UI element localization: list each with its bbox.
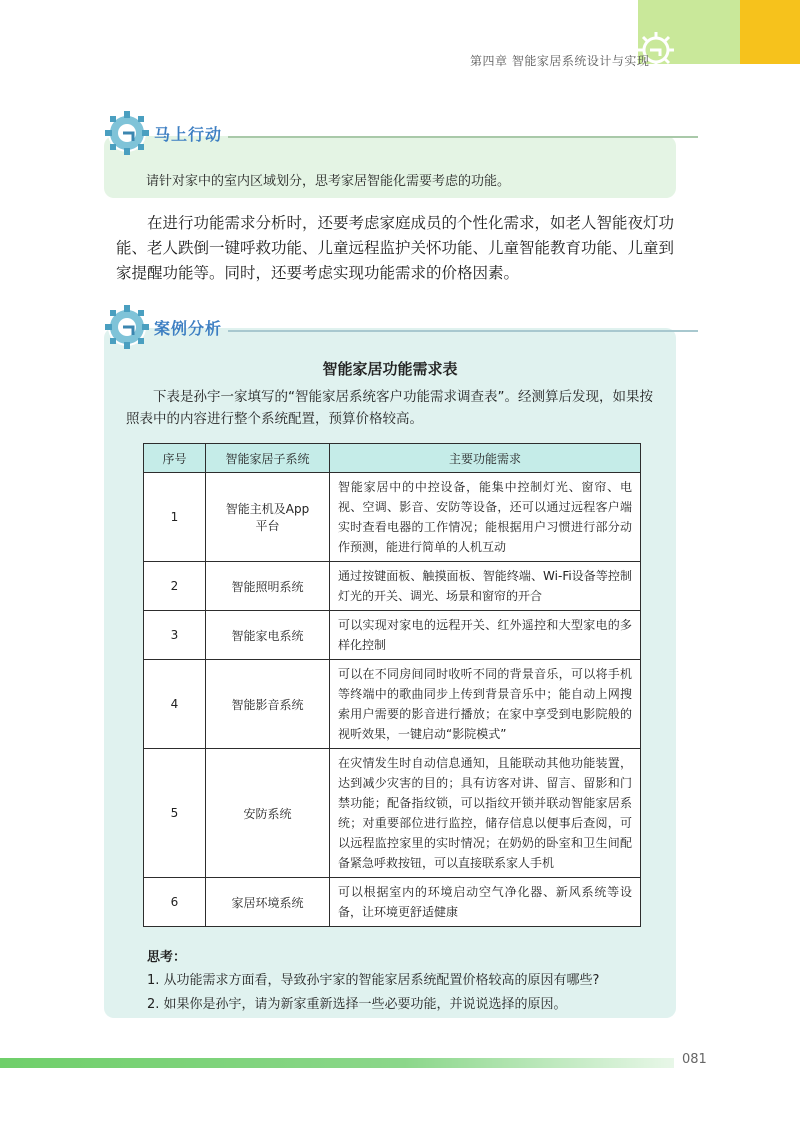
row-number: 3 bbox=[144, 611, 206, 660]
row-subsystem: 智能主机及App平台 bbox=[206, 473, 330, 562]
chapter-header: 第四章 智能家居系统设计与实现 bbox=[470, 54, 650, 68]
row-number: 1 bbox=[144, 473, 206, 562]
table-row bbox=[144, 611, 641, 660]
page-number: 081 bbox=[682, 1052, 707, 1067]
case-title: 智能家居功能需求表 bbox=[322, 360, 458, 378]
case-intro: 下表是孙宇一家填写的“智能家居系统客户功能需求调查表”。经测算后发现，如果按照表中的内容进行整个系统配置，预算价格较高。 bbox=[126, 389, 653, 427]
heading-divider bbox=[228, 136, 698, 138]
gear-badge-icon bbox=[104, 304, 150, 350]
row-number: 6 bbox=[144, 878, 206, 927]
heading-divider bbox=[228, 330, 698, 332]
action-heading bbox=[104, 110, 698, 156]
think-title: 思考： bbox=[147, 950, 187, 965]
table-row bbox=[144, 749, 641, 878]
header-number: 序号 bbox=[144, 444, 206, 473]
case-heading bbox=[104, 304, 698, 350]
header-subsystem: 智能家居子系统 bbox=[206, 444, 330, 473]
row-subsystem: 家居环境系统 bbox=[206, 878, 330, 927]
row-subsystem: 安防系统 bbox=[206, 749, 330, 878]
table-row bbox=[144, 660, 641, 749]
table-row bbox=[144, 562, 641, 611]
gear-badge-icon bbox=[104, 110, 150, 156]
table-row bbox=[144, 878, 641, 927]
body-paragraph: 在进行功能需求分析时，还要考虑家庭成员的个性化需求，如老人智能夜灯功能、老人跌倒一键呼救功能、儿童远程监护关怀功能、儿童智能教育功能、儿童到家提醒功能等。同时，还要考虑实现功能需求的价格因素。 bbox=[116, 214, 675, 282]
table-row bbox=[144, 473, 641, 562]
row-number: 5 bbox=[144, 749, 206, 878]
question-1: 1. 从功能需求方面看，导致孙宇家的智能家居系统配置价格较高的原因有哪些? bbox=[147, 973, 600, 988]
row-subsystem: 智能影音系统 bbox=[206, 660, 330, 749]
row-subsystem: 智能家电系统 bbox=[206, 611, 330, 660]
row-description: 可以在不同房间同时收听不同的背景音乐，可以将手机等终端中的歌曲同步上传到背景音乐中；能自动上网搜索用户需要的影音进行播放；在家中享受到电影院般的视听效果，一键启动“影院模式” bbox=[330, 660, 641, 749]
row-description: 可以根据室内的环境启动空气净化器、新风系统等设备，让环境更舒适健康 bbox=[330, 878, 641, 927]
action-task-text: 请针对家中的室内区域划分，思考家居智能化需要考虑的功能。 bbox=[146, 174, 511, 189]
action-label: 马上行动 bbox=[154, 124, 223, 144]
row-description: 在灾情发生时自动信息通知，且能联动其他功能装置，达到减少灾害的目的；具有访客对讲、留言、留影和门禁功能；配备指纹锁，可以指纹开锁并联动智能家居系统；对重要部位进行监控，储存信息以便事后查阅，可以远程监控家里的实时情况；在奶奶的卧室和卫生间配备紧急呼救按钮，可以直接联系家人手机 bbox=[330, 749, 641, 878]
header-requirements: 主要功能需求 bbox=[330, 444, 641, 473]
requirements-table bbox=[143, 443, 641, 927]
question-2: 2. 如果你是孙宇，请为新家重新选择一些必要功能，并说说选择的原因。 bbox=[147, 997, 567, 1012]
corner-decoration-yellow bbox=[740, 0, 800, 64]
row-description: 智能家居中的中控设备，能集中控制灯光、窗帘、电视、空调、影音、安防等设备，还可以通过远程客户端实时查看电器的工作情况；能根据用户习惯进行部分动作预测，能进行简单的人机互动 bbox=[330, 473, 641, 562]
row-description: 可以实现对家电的远程开关、红外遥控和大型家电的多样化控制 bbox=[330, 611, 641, 660]
case-label: 案例分析 bbox=[154, 318, 223, 338]
row-subsystem: 智能照明系统 bbox=[206, 562, 330, 611]
footer-bar bbox=[0, 1058, 674, 1068]
table-header-row bbox=[144, 444, 641, 473]
row-number: 2 bbox=[144, 562, 206, 611]
row-description: 通过按键面板、触摸面板、智能终端、Wi-Fi设备等控制灯光的开关、调光、场景和窗帘的开合 bbox=[330, 562, 641, 611]
row-number: 4 bbox=[144, 660, 206, 749]
